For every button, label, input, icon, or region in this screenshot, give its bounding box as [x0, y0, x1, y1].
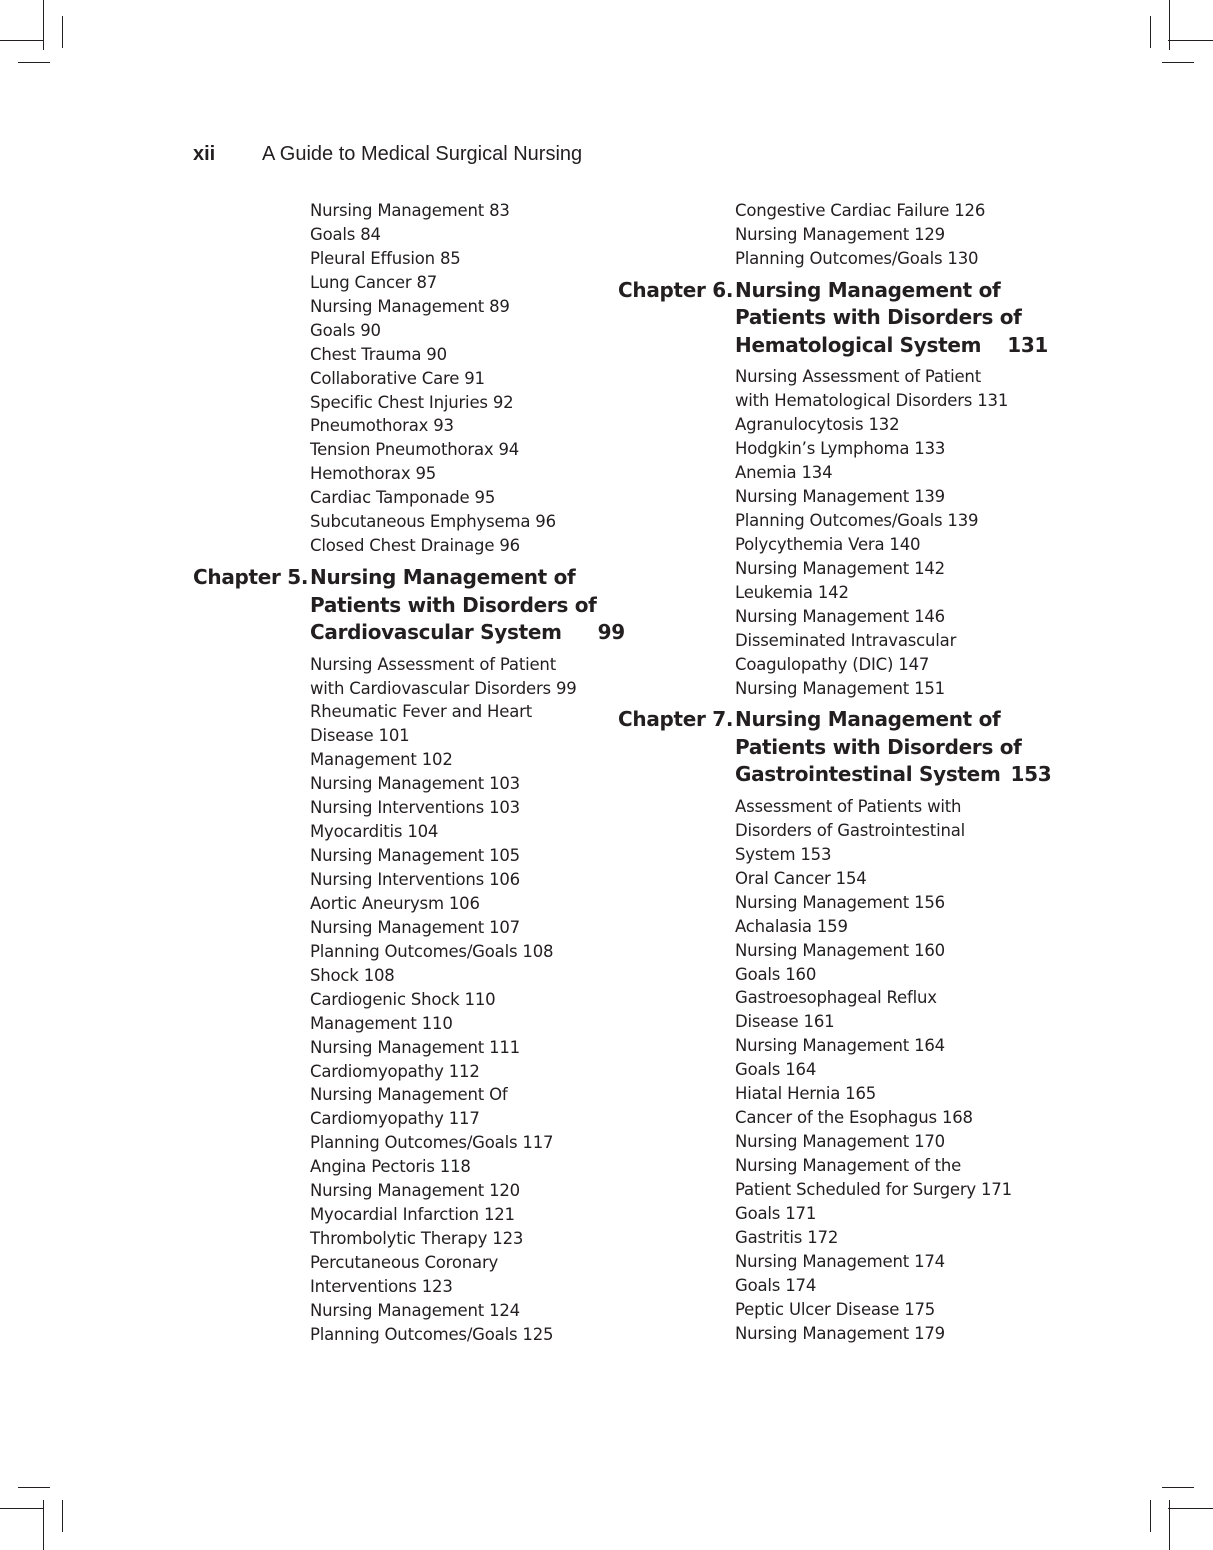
toc-entry: Nursing Management 170 — [735, 1132, 945, 1152]
toc-entry: Nursing Management 89 — [310, 296, 510, 316]
chapter-title-line: Hematological System 131 — [735, 332, 1049, 357]
chapter-title-line: Nursing Management of — [310, 565, 576, 590]
toc-entry: Cardiac Tamponade 95 — [310, 488, 496, 508]
crop-mark — [18, 1487, 50, 1488]
toc-entry: Goals 164 — [735, 1060, 817, 1080]
toc-entry: Aortic Aneurysm 106 — [310, 893, 480, 913]
toc-entry: Planning Outcomes/Goals 130 — [735, 248, 979, 268]
toc-entry: Peptic Ulcer Disease 175 — [735, 1299, 936, 1319]
toc-entry: Shock 108 — [310, 965, 395, 985]
toc-entry: Nursing Management 174 — [735, 1251, 945, 1271]
crop-mark — [0, 40, 44, 41]
toc-entry: Collaborative Care 91 — [310, 368, 485, 388]
chapter-page-number: 99 — [597, 620, 625, 645]
toc-entry: Nursing Management 120 — [310, 1181, 520, 1201]
toc-entry: Assessment of Patients with — [735, 796, 962, 816]
chapter-title-line: Patients with Disorders of — [310, 592, 597, 617]
toc-entry: Rheumatic Fever and Heart — [310, 702, 532, 722]
toc-entry: Disease 161 — [735, 1012, 835, 1032]
toc-entry: Nursing Management 179 — [735, 1323, 945, 1343]
crop-mark — [0, 1508, 44, 1509]
chapter-title — [735, 277, 1049, 360]
toc-entry: Planning Outcomes/Goals 117 — [310, 1133, 554, 1153]
toc-entry: Nursing Management 124 — [310, 1300, 520, 1320]
toc-entry: Planning Outcomes/Goals 139 — [735, 510, 979, 530]
chapter-page-number: 131 — [1007, 332, 1049, 357]
toc-entry: Achalasia 159 — [735, 916, 848, 936]
page-number: xii — [193, 143, 216, 165]
toc-entry: Management 102 — [310, 750, 453, 770]
crop-mark — [1162, 62, 1194, 63]
toc-entry: Thrombolytic Therapy 123 — [310, 1229, 524, 1249]
toc-entry: Anemia 134 — [735, 463, 833, 483]
toc-entry: Leukemia 142 — [735, 582, 849, 602]
crop-mark — [1150, 1500, 1151, 1532]
toc-entry: Gastritis 172 — [735, 1227, 839, 1247]
toc-entry: Nursing Interventions 103 — [310, 798, 520, 818]
toc-entry: Goals 174 — [735, 1275, 817, 1295]
toc-entry: Nursing Assessment of Patient — [310, 654, 556, 674]
toc-column-left — [193, 199, 625, 1347]
chapter-title — [310, 564, 625, 647]
toc-entry: Planning Outcomes/Goals 108 — [310, 941, 554, 961]
crop-mark — [1150, 16, 1151, 48]
toc-entry: Nursing Management 151 — [735, 678, 945, 698]
toc-entry: Patient Scheduled for Surgery 171 — [735, 1179, 1012, 1199]
chapter-title-line: Gastrointestinal System 153 — [735, 762, 1052, 787]
toc-column-right — [618, 199, 1052, 1346]
toc-entry: Specific Chest Injuries 92 — [310, 392, 514, 412]
chapter-label: Chapter 6. — [618, 277, 734, 302]
toc-entry: Percutaneous Coronary — [310, 1253, 499, 1272]
chapter-title-line: Nursing Management of — [735, 707, 1001, 732]
crop-mark — [43, 0, 44, 50]
chapter-title-line: Cardiovascular System 99 — [310, 620, 625, 645]
toc-entry: Oral Cancer 154 — [735, 868, 867, 888]
toc-entry: Nursing Management of the — [735, 1156, 962, 1175]
chapter-title — [735, 706, 1052, 789]
toc-entry: Myocardial Infarction 121 — [310, 1205, 515, 1225]
toc-entry: Planning Outcomes/Goals 125 — [310, 1324, 554, 1344]
toc-entry: Nursing Interventions 106 — [310, 870, 520, 889]
toc-entry: Agranulocytosis 132 — [735, 415, 900, 435]
toc-entry: Cardiomyopathy 112 — [310, 1061, 480, 1081]
crop-mark — [43, 1500, 44, 1550]
toc-entry: Myocarditis 104 — [310, 822, 439, 842]
book-title: A Guide to Medical Surgical Nursing — [262, 143, 583, 165]
crop-mark — [1168, 1508, 1213, 1509]
toc-entry: Nursing Management 105 — [310, 846, 520, 866]
toc-entry: Cardiomyopathy 117 — [310, 1109, 480, 1129]
toc-entry: Interventions 123 — [310, 1276, 453, 1296]
toc-entry: Management 110 — [310, 1013, 453, 1033]
toc-entry: Cardiogenic Shock 110 — [310, 989, 496, 1009]
toc-entry: Pleural Effusion 85 — [310, 248, 461, 268]
toc-entry: Goals 171 — [735, 1203, 817, 1223]
toc-entry: System 153 — [735, 844, 832, 864]
crop-mark — [1168, 40, 1213, 41]
crop-mark — [1162, 1487, 1194, 1488]
chapter-page-number: 153 — [1010, 762, 1052, 787]
chapter-heading — [193, 564, 625, 647]
toc-entry: Subcutaneous Emphysema 96 — [310, 512, 556, 532]
toc-entry: Coagulopathy (DIC) 147 — [735, 654, 930, 674]
crop-mark — [1169, 0, 1170, 50]
toc-entries — [735, 199, 1028, 271]
crop-mark — [18, 62, 50, 63]
chapter-heading — [618, 277, 1049, 360]
toc-entry: Hodgkin’s Lymphoma 133 — [735, 439, 946, 459]
toc-entry: Chest Trauma 90 — [310, 344, 447, 364]
chapter-label: Chapter 7. — [618, 707, 734, 732]
toc-entries — [735, 365, 1028, 700]
toc-entry: Angina Pectoris 118 — [310, 1157, 471, 1177]
toc-entry: Goals 84 — [310, 224, 381, 244]
toc-entry: Nursing Management 142 — [735, 558, 945, 578]
toc-entry: Nursing Management 146 — [735, 606, 945, 626]
chapter-title-line: Patients with Disorders of — [735, 305, 1022, 330]
toc-entries — [310, 653, 603, 1347]
crop-mark — [62, 1500, 63, 1532]
toc-entry: Nursing Management 156 — [735, 892, 945, 912]
toc-entry: Nursing Management 164 — [735, 1036, 945, 1056]
toc-entry: Disorders of Gastrointestinal — [735, 820, 966, 840]
toc-entry: Nursing Assessment of Patient — [735, 367, 981, 387]
toc-entry: Closed Chest Drainage 96 — [310, 536, 520, 556]
toc-entry: Polycythemia Vera 140 — [735, 534, 921, 554]
toc-entry: Nursing Management 83 — [310, 201, 510, 220]
chapter-title-line: Patients with Disorders of — [735, 734, 1022, 759]
toc-entry: with Hematological Disorders 131 — [735, 391, 1009, 411]
toc-entry: Congestive Cardiac Failure 126 — [735, 201, 986, 220]
toc-entry: Disease 101 — [310, 726, 410, 746]
toc-entry: Nursing Management 139 — [735, 487, 945, 506]
toc-entry: Pneumothorax 93 — [310, 416, 454, 436]
toc-entry: Nursing Management 160 — [735, 940, 945, 960]
toc-entry: Goals 160 — [735, 964, 817, 984]
toc-entry: Nursing Management 111 — [310, 1037, 520, 1057]
toc-entries — [310, 199, 603, 558]
toc-entry: Goals 90 — [310, 320, 381, 340]
toc-entry: Tension Pneumothorax 94 — [310, 440, 520, 460]
toc-entry: with Cardiovascular Disorders 99 — [310, 678, 577, 698]
chapter-heading — [618, 706, 1052, 789]
chapter-title-line: Nursing Management of — [735, 277, 1001, 302]
toc-entry: Cancer of the Esophagus 168 — [735, 1108, 973, 1128]
toc-entries — [735, 795, 1028, 1346]
toc-entry: Gastroesophageal Reflux — [735, 988, 937, 1008]
toc-entry: Lung Cancer 87 — [310, 272, 438, 292]
toc-entry: Disseminated Intravascular — [735, 630, 957, 650]
toc-entry: Hiatal Hernia 165 — [735, 1084, 877, 1104]
toc-entry: Nursing Management 129 — [735, 224, 945, 244]
toc-entry: Nursing Management 107 — [310, 917, 520, 937]
crop-mark — [1169, 1500, 1170, 1550]
toc-entry: Nursing Management Of — [310, 1085, 508, 1105]
toc-entry: Nursing Management 103 — [310, 774, 520, 794]
chapter-label: Chapter 5. — [193, 565, 309, 590]
toc-entry: Hemothorax 95 — [310, 464, 437, 484]
crop-mark — [62, 16, 63, 48]
